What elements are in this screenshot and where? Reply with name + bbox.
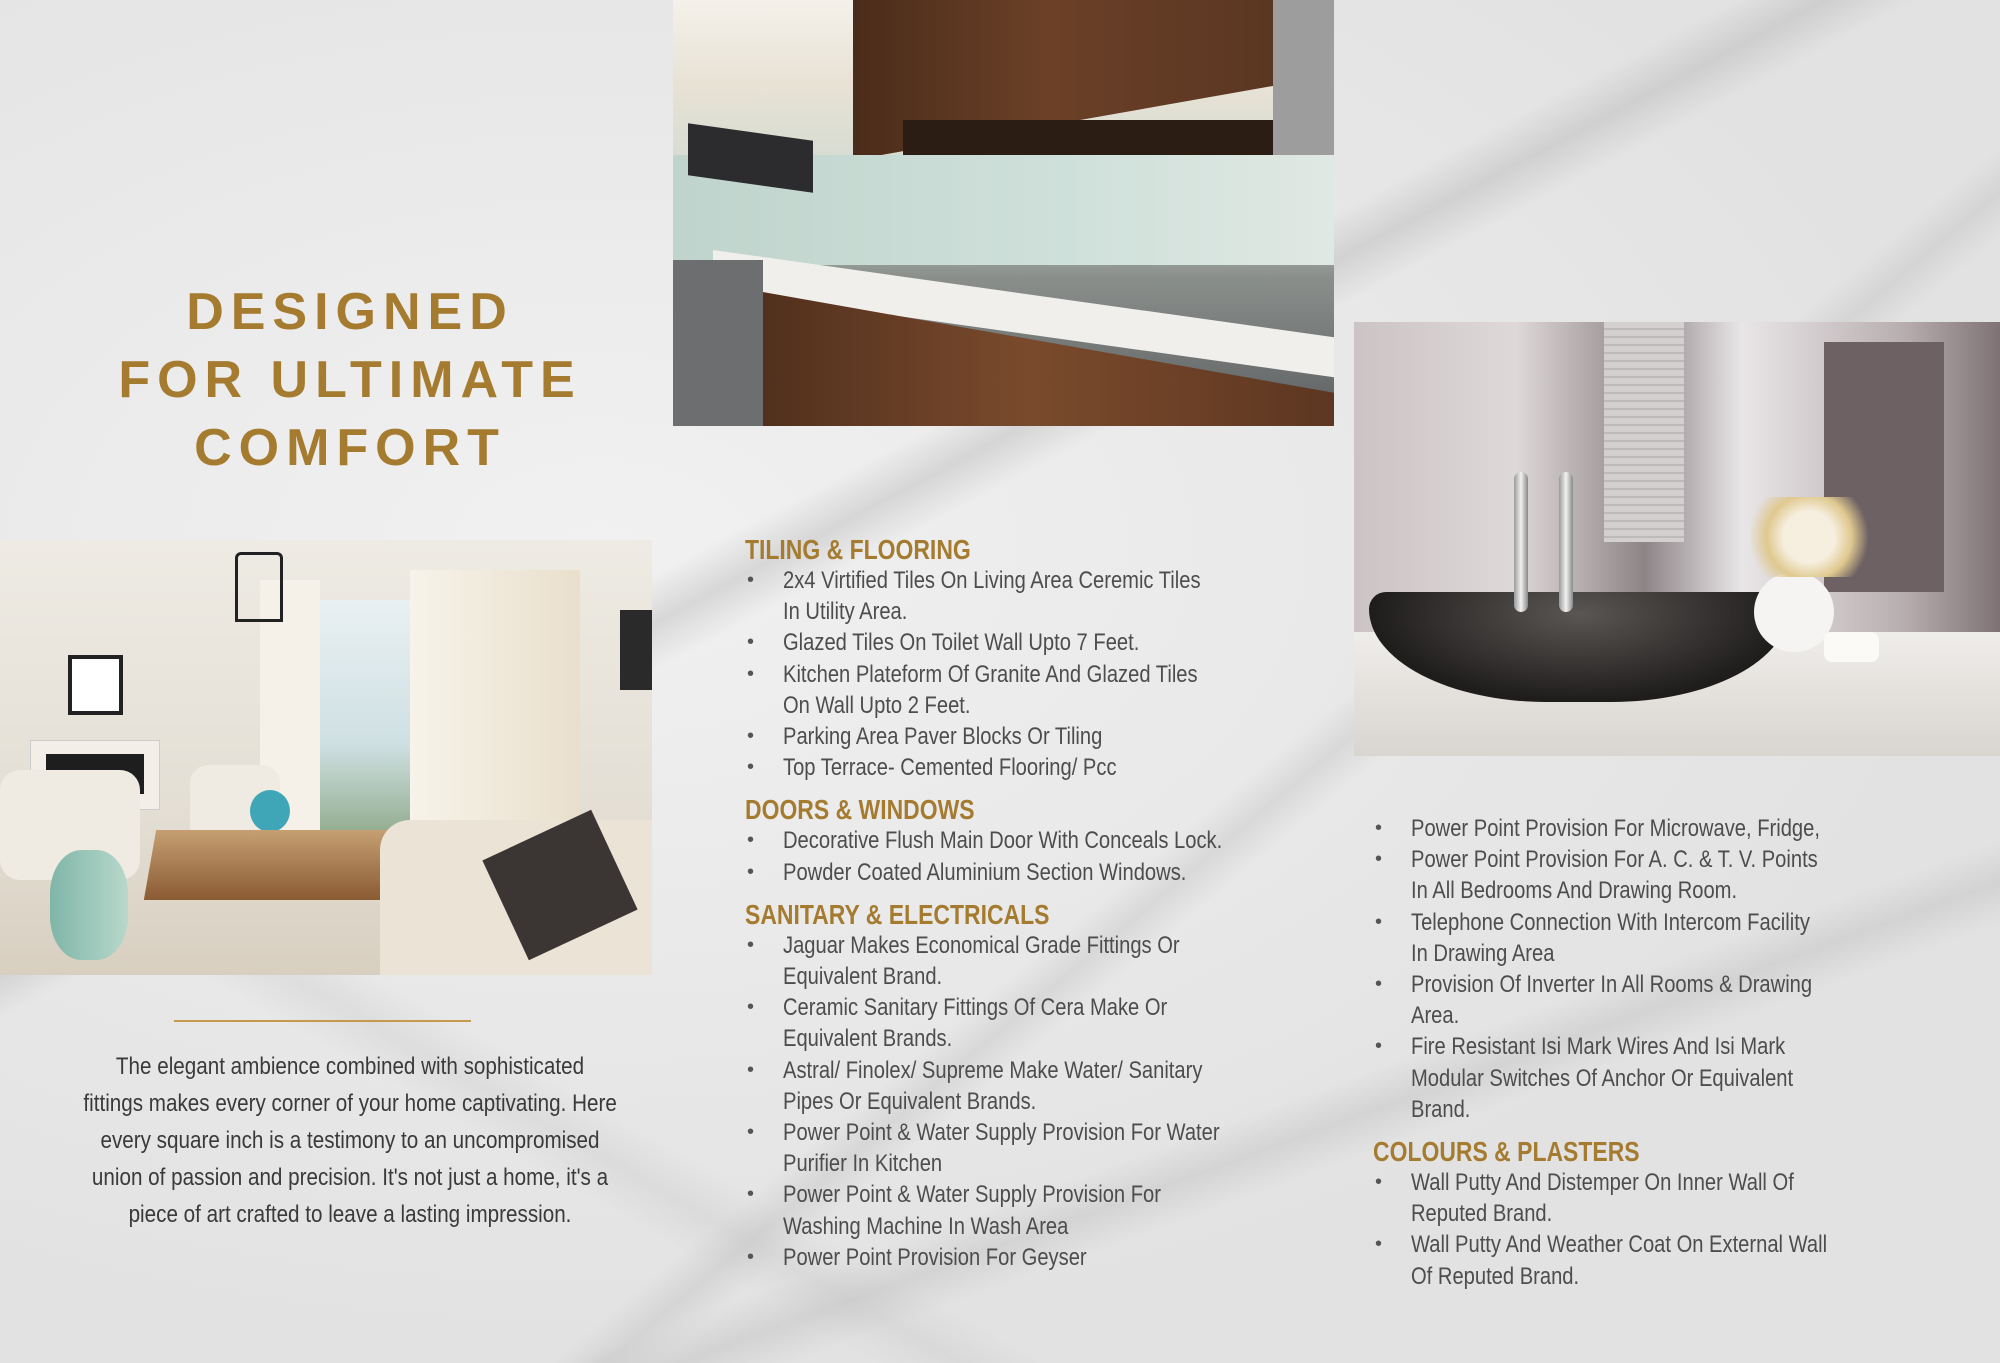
list-item-text: Kitchen Plateform Of Granite And Glazed Tiles [783, 660, 1198, 688]
list-item-text: Power Point Provision For Geyser [783, 1243, 1087, 1271]
list-item [1373, 969, 1893, 1031]
list-item [745, 825, 1265, 856]
bullet-icon: • [1375, 1035, 1383, 1058]
list-item-text: Top Terrace- Cemented Flooring/ Pcc [783, 754, 1117, 782]
spec-section-doors-and-windows [745, 793, 1265, 887]
bullet-icon: • [747, 756, 755, 779]
list-item-text: Power Point & Water Supply Provision For Water [783, 1119, 1220, 1147]
bullet-icon: • [747, 860, 755, 883]
list-item [745, 1117, 1265, 1179]
list-item-text: Reputed Brand. [1411, 1200, 1553, 1228]
specifications-middle-column [745, 533, 1265, 1273]
bullet-icon: • [747, 662, 755, 685]
bullet-icon: • [747, 569, 755, 591]
bullet-icon: • [747, 725, 755, 748]
list-item [1373, 1229, 1893, 1291]
spec-section-tiling-and-flooring [745, 533, 1265, 783]
intro-line: every square inch is a testimony to an uncompromised [100, 1127, 600, 1154]
list-item-text: Brand. [1411, 1095, 1471, 1123]
list-item-text: 2x4 Virtified Tiles On Living Area Ceremic Tiles [783, 567, 1201, 594]
list-item [745, 1179, 1265, 1241]
bullet-icon: • [747, 996, 755, 1019]
intro-line: piece of art crafted to leave a lasting impression. [128, 1201, 572, 1228]
section-gap [745, 783, 1265, 793]
list-item [1373, 813, 1893, 844]
intro-paragraph [40, 1048, 660, 1233]
living-room-photo [0, 540, 652, 975]
kitchen-photo [673, 0, 1334, 426]
list-item [745, 752, 1265, 783]
list-item [1373, 1167, 1893, 1229]
gold-divider [174, 1020, 471, 1022]
spec-section-sanitary-and-electricals [745, 898, 1265, 1273]
list-item [745, 930, 1265, 992]
bullet-icon: • [1375, 817, 1383, 839]
list-item-text: Power Point & Water Supply Provision For [783, 1181, 1161, 1209]
intro-line: union of passion and precision. It's not just a home, it's a [91, 1164, 609, 1191]
bullet-icon: • [747, 1121, 755, 1144]
section-gap [745, 888, 1265, 898]
list-item [1373, 1031, 1893, 1125]
list-item [745, 857, 1265, 888]
list-item [1373, 907, 1893, 969]
intro-line: The elegant ambience combined with sophisticated [115, 1053, 585, 1080]
bullet-icon: • [1375, 973, 1383, 996]
section-heading: DOORS & WINDOWS [745, 794, 975, 826]
title-line: COMFORT [194, 419, 506, 477]
intro-line: fittings makes every corner of your home captivating. Here [83, 1090, 617, 1117]
bullet-icon: • [1375, 1233, 1383, 1256]
bullet-icon: • [747, 1183, 755, 1206]
title-line: FOR ULTIMATE [118, 351, 582, 409]
list-item-text: Jaguar Makes Economical Grade Fittings Or [783, 931, 1180, 959]
list-item-text: Modular Switches Of Anchor Or Equivalent [1411, 1064, 1794, 1092]
list-item-text: Washing Machine In Wash Area [783, 1212, 1069, 1240]
list-item-text: Wall Putty And Weather Coat On External Wall [1411, 1231, 1828, 1259]
list-item-text: Decorative Flush Main Door With Conceals Lock. [783, 827, 1223, 855]
list-item-text: On Wall Upto 2 Feet. [783, 691, 971, 719]
section-gap [1373, 1125, 1893, 1135]
bullet-icon: • [1375, 848, 1383, 871]
bullet-icon: • [747, 1058, 755, 1081]
list-item [745, 1242, 1265, 1273]
section-heading: SANITARY & ELECTRICALS [745, 898, 1050, 930]
list-item [745, 565, 1265, 627]
list-item-text: Fire Resistant Isi Mark Wires And Isi Mark [1411, 1033, 1786, 1061]
list-item-text: Of Reputed Brand. [1411, 1262, 1580, 1290]
list-item-text: Ceramic Sanitary Fittings Of Cera Make Or [783, 994, 1168, 1022]
list-item [1373, 844, 1893, 906]
list-item-text: Equivalent Brand. [783, 963, 943, 991]
list-item-text: Power Point Provision For A. C. & T. V. Points [1411, 846, 1818, 874]
spec-section [1373, 813, 1893, 1125]
bullet-icon: • [1375, 910, 1383, 933]
list-item [745, 992, 1265, 1054]
list-item-text: Astral/ Finolex/ Supreme Make Water/ Sanitary [783, 1056, 1203, 1084]
section-heading: COLOURS & PLASTERS [1373, 1136, 1640, 1168]
section-heading: TILING & FLOORING [745, 534, 971, 565]
bullet-icon: • [747, 1245, 755, 1268]
list-item-text: Telephone Connection With Intercom Facility [1411, 908, 1810, 936]
list-item-text: Area. [1411, 1002, 1460, 1030]
bullet-icon: • [1375, 1171, 1383, 1194]
list-item-text: Parking Area Paver Blocks Or Tiling [783, 723, 1103, 751]
list-item-text: Powder Coated Aluminium Section Windows. [783, 858, 1187, 886]
list-item [745, 627, 1265, 658]
list-item [745, 721, 1265, 752]
list-item-text: In All Bedrooms And Drawing Room. [1411, 877, 1738, 905]
spec-section-colours-and-plasters [1373, 1135, 1893, 1292]
bathroom-photo [1354, 322, 2000, 756]
page-title [60, 278, 640, 482]
list-item-text: Purifier In Kitchen [783, 1150, 943, 1178]
bullet-icon: • [747, 829, 755, 852]
list-item-text: Glazed Tiles On Toilet Wall Upto 7 Feet. [783, 629, 1140, 657]
specifications-right-column [1373, 813, 1893, 1292]
list-item-text: Power Point Provision For Microwave, Fridge, [1411, 815, 1820, 842]
bullet-icon: • [747, 933, 755, 956]
list-item [745, 659, 1265, 721]
list-item-text: Wall Putty And Distemper On Inner Wall Of [1411, 1169, 1794, 1197]
list-item-text: In Drawing Area [1411, 939, 1555, 967]
list-item-text: Provision Of Inverter In All Rooms & Drawing [1411, 971, 1813, 999]
bullet-icon: • [747, 631, 755, 654]
list-item [745, 1055, 1265, 1117]
list-item-text: Equivalent Brands. [783, 1025, 953, 1053]
list-item-text: Pipes Or Equivalent Brands. [783, 1087, 1037, 1115]
list-item-text: In Utility Area. [783, 598, 908, 626]
title-line: DESIGNED [186, 283, 514, 341]
